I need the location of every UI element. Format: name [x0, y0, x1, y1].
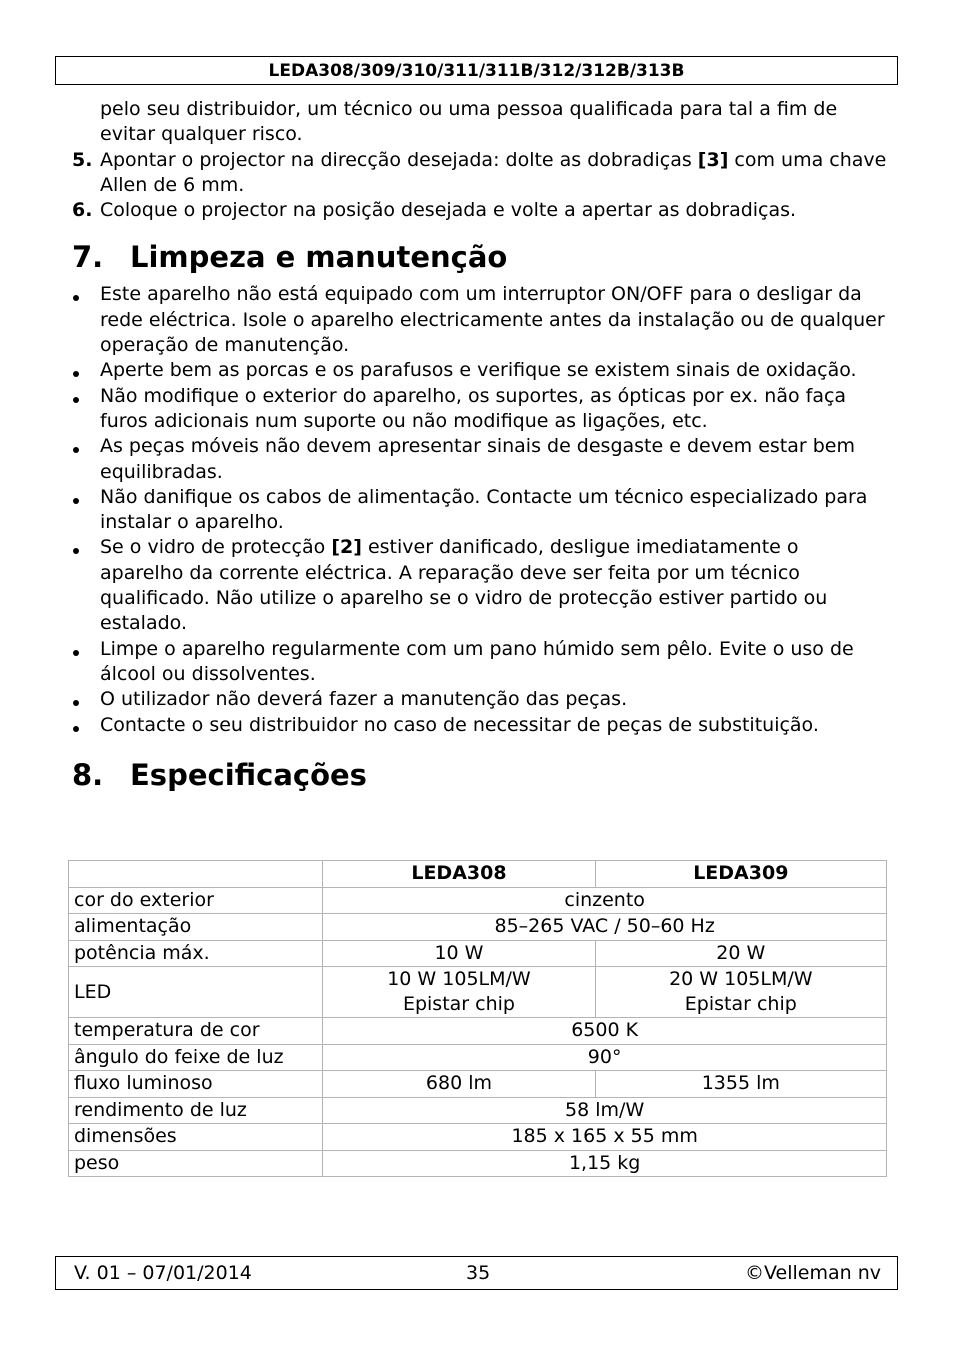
list-item: [72, 384, 887, 435]
table-row: [69, 1150, 887, 1177]
table-cell: 1355 lm: [595, 1071, 886, 1098]
step-text-part: com uma chave Allen de 6 mm.: [100, 148, 887, 196]
list-item: [72, 434, 887, 485]
figure-ref: [2]: [331, 536, 362, 559]
specifications-table: [68, 860, 887, 1177]
list-item-text-part: Se o vidro de protecção: [100, 536, 332, 559]
row-label: potência máx.: [69, 940, 323, 967]
list-item-text: Este aparelho não está equipado com um interruptor ON/OFF para o desligar da rede eléctrica. Isole o aparelho electricamente antes da instalação ou de qualquer operação de manutenção.: [100, 283, 885, 357]
section-title: Limpeza e manutenção: [130, 240, 508, 275]
cell-line: Epistar chip: [402, 993, 515, 1015]
row-label: cor do exterior: [69, 887, 323, 914]
table-row: [69, 967, 887, 1018]
header-title: LEDA308/309/310/311/311B/312/312B/313B: [268, 61, 685, 81]
step-number: 6.: [72, 199, 93, 222]
table-header-cell: LEDA309: [595, 861, 886, 888]
table-cell: 10 W: [323, 940, 595, 967]
list-item-text: O utilizador não deverá fazer a manutenção das peças.: [100, 688, 628, 711]
list-item-text-part: estiver danificado, desligue imediatamente o aparelho da corrente eléctrica. A reparação deve ser feita por um técnico qualificado. Não utilize o aparelho se o vidro de protecção estiver partido ou estalado.: [100, 536, 828, 635]
list-item: [72, 485, 887, 536]
footer-copyright: ©Velleman nv: [745, 1262, 881, 1284]
table-row: [69, 1044, 887, 1071]
section-8-heading: [72, 758, 887, 792]
document-footer: [55, 1256, 898, 1290]
table-cell: 680 lm: [323, 1071, 595, 1098]
table-header-cell: [69, 861, 323, 888]
section-7-heading: [72, 240, 887, 274]
table-cell: 185 x 165 x 55 mm: [323, 1124, 887, 1151]
list-item-text: Não danifique os cabos de alimentação. Contacte um técnico especializado para instalar o aparelho.: [100, 485, 868, 534]
step-6: [72, 198, 887, 223]
table-cell: 20 W: [595, 940, 886, 967]
section-number: 7.: [72, 240, 104, 275]
row-label: peso: [69, 1150, 323, 1177]
table-row: [69, 1124, 887, 1151]
list-item-text: Aperte bem as porcas e os parafusos e verifique se existem sinais de oxidação.: [100, 359, 857, 382]
bullet-icon: [72, 358, 100, 383]
table-row: [69, 1018, 887, 1045]
step-text: Coloque o projector na posição desejada e volte a apertar as dobradiças.: [100, 199, 797, 222]
table-row: [69, 914, 887, 941]
document-header: [55, 56, 898, 85]
row-label: ângulo do feixe de luz: [69, 1044, 323, 1071]
bullet-icon: [72, 384, 100, 435]
table-header-cell: LEDA308: [323, 861, 595, 888]
bullet-icon: [72, 535, 100, 636]
table-cell: 85–265 VAC / 50–60 Hz: [323, 914, 887, 941]
table-row: [69, 887, 887, 914]
list-item: [72, 535, 887, 636]
table-row: [69, 940, 887, 967]
maintenance-list: [72, 282, 887, 737]
bullet-icon: [72, 485, 100, 536]
continuation-paragraph: pelo seu distribuidor, um técnico ou uma pessoa qualificada para tal a fim de evitar qualquer risco.: [100, 98, 838, 146]
bullet-icon: [72, 713, 100, 738]
footer-version: V. 01 – 07/01/2014: [74, 1262, 252, 1284]
table-cell: [323, 967, 595, 1018]
step-text-part: Apontar o projector na direcção desejada: dolte as dobradiças: [100, 148, 698, 171]
page-content: [72, 97, 887, 801]
step-number: 5.: [72, 148, 93, 171]
list-item-text: As peças móveis não devem apresentar sinais de desgaste e devem estar bem equilibradas.: [100, 435, 855, 483]
cell-line: 10 W 105LM/W: [387, 968, 531, 990]
table-header-row: [69, 861, 887, 888]
row-label: alimentação: [69, 914, 323, 941]
row-label: fluxo luminoso: [69, 1071, 323, 1098]
list-item-text: Contacte o seu distribuidor no caso de necessitar de peças de substituição.: [100, 713, 819, 736]
row-label: temperatura de cor: [69, 1018, 323, 1045]
figure-ref: [3]: [697, 148, 729, 171]
cell-line: Epistar chip: [684, 993, 797, 1015]
step-5: [72, 148, 887, 199]
bullet-icon: [72, 687, 100, 712]
step-text: [100, 148, 887, 199]
list-item: [72, 713, 887, 738]
table-row: [69, 1097, 887, 1124]
bullet-icon: [72, 282, 100, 358]
row-label: rendimento de luz: [69, 1097, 323, 1124]
footer-page-number: 35: [466, 1262, 491, 1284]
row-label: LED: [69, 967, 323, 1018]
list-item-text: [100, 535, 887, 636]
list-item: [72, 358, 887, 383]
cell-line: 20 W 105LM/W: [669, 968, 813, 990]
bullet-icon: [72, 637, 100, 688]
bullet-icon: [72, 434, 100, 485]
list-item-text: Não modifique o exterior do aparelho, os suportes, as ópticas por ex. não faça furos adicionais num suporte ou não modifique as ligações, etc.: [100, 384, 847, 432]
table-cell: 58 lm/W: [323, 1097, 887, 1124]
list-item: [72, 687, 887, 712]
row-label: dimensões: [69, 1124, 323, 1151]
list-item-text: Limpe o aparelho regularmente com um pano húmido sem pêlo. Evite o uso de álcool ou dissolventes.: [100, 637, 854, 685]
table-cell: cinzento: [323, 887, 887, 914]
table-cell: 6500 K: [323, 1018, 887, 1045]
list-item: [72, 637, 887, 688]
table-row: [69, 1071, 887, 1098]
table-cell: [595, 967, 886, 1018]
list-item: [72, 282, 887, 358]
table-cell: 1,15 kg: [323, 1150, 887, 1177]
table-cell: 90°: [323, 1044, 887, 1071]
section-number: 8.: [72, 757, 104, 792]
section-title: Especificações: [130, 757, 367, 792]
